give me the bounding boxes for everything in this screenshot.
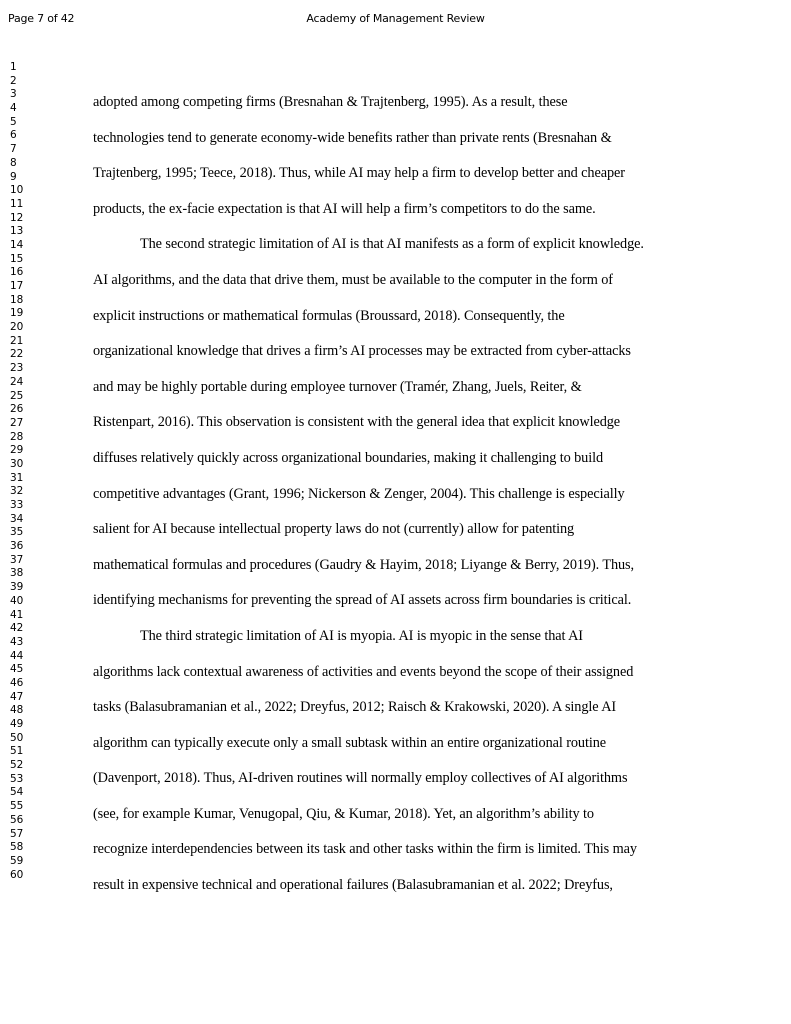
line-number: 46 [10, 676, 24, 689]
line-number: 11 [10, 197, 24, 210]
line-number: 8 [10, 156, 17, 169]
line-number: 22 [10, 348, 24, 361]
line-number: 16 [10, 266, 24, 279]
line-number: 38 [10, 567, 24, 580]
line-number: 52 [10, 759, 24, 772]
line-number: 60 [10, 868, 24, 881]
text-line: (see, for example Kumar, Venugopal, Qiu, & Kumar, 2018). Yet, an algorithm’s ability to [93, 805, 594, 822]
line-number: 58 [10, 841, 24, 854]
line-number: 29 [10, 444, 24, 457]
line-number: 10 [10, 184, 24, 197]
text-line: explicit instructions or mathematical formulas (Broussard, 2018). Consequently, the [93, 307, 565, 324]
line-number: 44 [10, 649, 24, 662]
text-line: result in expensive technical and operational failures (Balasubramanian et al. 2022; Dreyfus, [93, 877, 613, 894]
line-number: 19 [10, 307, 24, 320]
line-number: 14 [10, 238, 24, 251]
paragraph-first-line: The second strategic limitation of AI is that AI manifests as a form of explicit knowledge. [140, 236, 644, 253]
line-number: 39 [10, 581, 24, 594]
line-number: 42 [10, 622, 24, 635]
line-number: 49 [10, 718, 24, 730]
line-number: 20 [10, 321, 24, 334]
text-line: products, the ex-facie expectation is that AI will help a firm’s competitors to do the same. [93, 200, 596, 217]
line-number: 25 [10, 389, 24, 402]
line-number: 59 [10, 854, 24, 867]
text-line: competitive advantages (Grant, 1996; Nickerson & Zenger, 2004). This challenge is especially [93, 485, 625, 502]
line-number: 55 [10, 800, 24, 813]
line-number: 4 [10, 102, 17, 115]
line-number: 28 [10, 430, 24, 443]
line-number: 50 [10, 731, 24, 744]
text-line: AI algorithms, and the data that drive them, must be available to the computer in the form of [93, 271, 613, 288]
line-number: 53 [10, 772, 24, 785]
line-number: 26 [10, 403, 24, 416]
line-number: 51 [10, 745, 24, 758]
line-number: 27 [10, 416, 24, 429]
page-number-label: Page 7 of 42 [8, 12, 75, 25]
line-number: 33 [10, 499, 24, 511]
line-number: 36 [10, 540, 24, 553]
line-number: 3 [10, 88, 17, 101]
text-line: tasks (Balasubramanian et al., 2022; Dreyfus, 2012; Raisch & Krakowski, 2020). A single AI [93, 699, 617, 716]
paragraph-first-line: The third strategic limitation of AI is myopia. AI is myopic in the sense that AI [140, 627, 583, 644]
line-number-column [10, 61, 23, 882]
line-number: 56 [10, 813, 24, 826]
text-line: technologies tend to generate economy-wide benefits rather than private rents (Bresnahan & [93, 129, 612, 146]
text-line: (Davenport, 2018). Thus, AI-driven routines will normally employ collectives of AI algorithms [93, 770, 628, 787]
line-number: 23 [10, 362, 24, 375]
text-line: algorithms lack contextual awareness of activities and events beyond the scope of their assigned [93, 663, 634, 680]
line-number: 34 [10, 512, 24, 525]
line-number: 13 [10, 225, 24, 238]
text-line: recognize interdependencies between its task and other tasks within the firm is limited. This may [93, 841, 637, 858]
text-line: Trajtenberg, 1995; Teece, 2018). Thus, while AI may help a firm to develop better and cheaper [93, 165, 625, 182]
line-number: 15 [10, 252, 24, 265]
line-number: 2 [10, 74, 17, 87]
text-line: identifying mechanisms for preventing the spread of AI assets across firm boundaries is critical. [93, 592, 632, 609]
text-line: adopted among competing firms (Bresnahan & Trajtenberg, 1995). As a result, these [93, 94, 568, 110]
journal-title: Academy of Management Review [306, 12, 485, 25]
line-number: 45 [10, 663, 24, 676]
line-number: 54 [10, 786, 24, 799]
body-text [93, 89, 713, 908]
line-number: 35 [10, 526, 24, 539]
line-number: 6 [10, 129, 17, 142]
text-line: salient for AI because intellectual property laws do not (currently) allow for patenting [93, 521, 575, 538]
line-number: 32 [10, 485, 24, 498]
line-number: 37 [10, 553, 24, 566]
line-number: 47 [10, 690, 24, 703]
line-number: 7 [10, 143, 17, 156]
line-number: 9 [10, 170, 17, 183]
line-number: 1 [10, 61, 17, 73]
line-number: 5 [10, 115, 17, 128]
line-number: 31 [10, 471, 24, 484]
line-number: 41 [10, 608, 24, 621]
text-line: mathematical formulas and procedures (Gaudry & Hayim, 2018; Liyange & Berry, 2019). Thus, [93, 556, 634, 573]
line-number: 12 [10, 211, 24, 224]
line-number: 17 [10, 280, 24, 292]
line-number: 40 [10, 594, 24, 607]
line-number: 48 [10, 704, 24, 717]
text-line: and may be highly portable during employee turnover (Tramér, Zhang, Juels, Reiter, & [93, 378, 582, 395]
text-line: Ristenpart, 2016). This observation is consistent with the general idea that explicit knowledge [93, 414, 621, 431]
text-line: diffuses relatively quickly across organizational boundaries, making it challenging to build [93, 449, 603, 466]
text-line: organizational knowledge that drives a firm’s AI processes may be extracted from cyber-attacks [93, 343, 631, 360]
line-number: 21 [10, 334, 24, 347]
line-number: 30 [10, 457, 24, 470]
line-number: 43 [10, 635, 24, 648]
line-number: 24 [10, 375, 24, 388]
line-number: 57 [10, 827, 24, 840]
text-line: algorithm can typically execute only a small subtask within an entire organizational routine [93, 734, 607, 751]
line-number: 18 [10, 293, 24, 306]
